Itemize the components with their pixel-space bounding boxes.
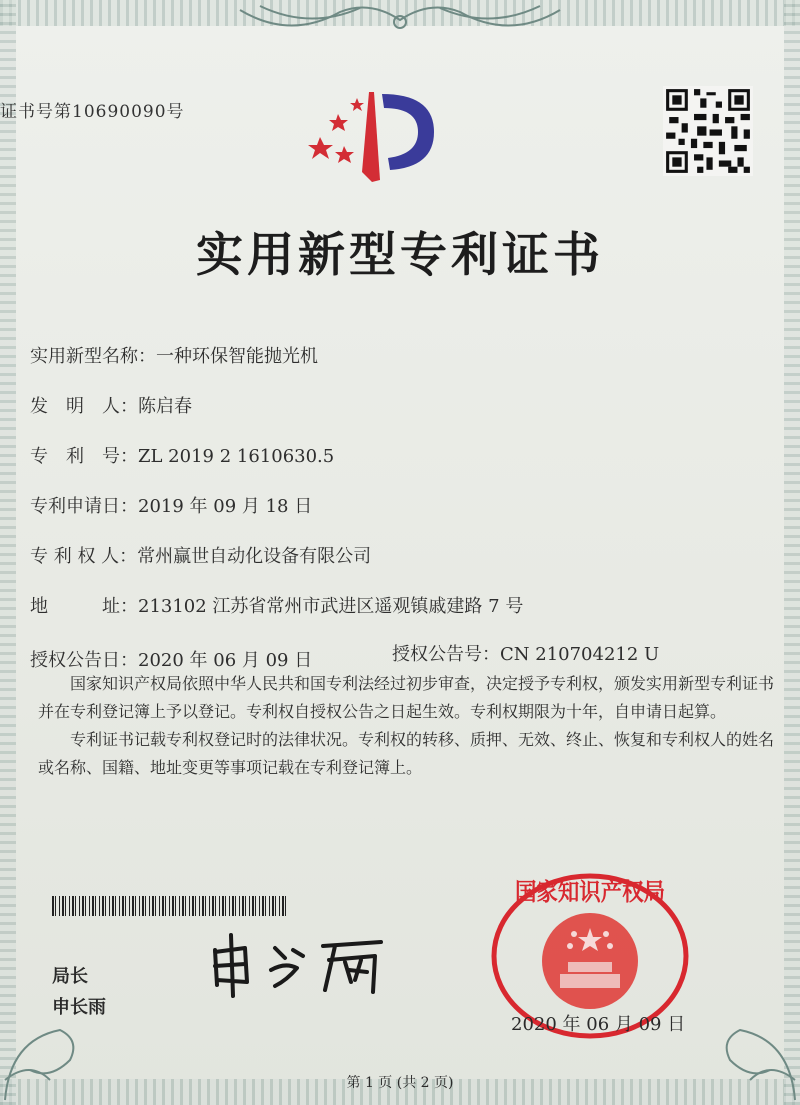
body-paragraph-1: 国家知识产权局依照中华人民共和国专利法经过初步审查，决定授予专利权，颁发实用新型专利证书并在专利登记簿上予以登记。专利权自授权公告之日起生效。专利权期限为十年，自申请日起算。 bbox=[38, 674, 775, 721]
grant-number-label: 授权公告号： bbox=[392, 644, 500, 665]
barcode-icon bbox=[52, 896, 288, 916]
top-ornament-icon bbox=[230, 0, 570, 40]
filing-date-value: 2019 年 09 月 18 日 bbox=[138, 496, 313, 517]
grant-date-label: 授权公告日： bbox=[30, 650, 138, 671]
patent-number-label: 专 利 号： bbox=[30, 446, 138, 467]
patent-office-logo-icon bbox=[302, 82, 452, 192]
inventor-label: 发 明 人： bbox=[30, 396, 138, 417]
grant-date-value: 2020 年 06 月 09 日 bbox=[138, 650, 313, 671]
director-title: 局长 bbox=[52, 966, 88, 987]
filing-date-field bbox=[30, 492, 312, 518]
inventor-value: 陈启春 bbox=[138, 396, 192, 417]
filing-date-label: 专利申请日： bbox=[30, 496, 138, 517]
right-guilloche-border bbox=[784, 0, 800, 1105]
left-guilloche-border bbox=[0, 0, 16, 1105]
director-signature-icon bbox=[205, 930, 405, 1000]
utility-model-name-value: 一种环保智能抛光机 bbox=[156, 346, 318, 367]
body-paragraph-2: 专利证书记载专利权登记时的法律状况。专利权的转移、质押、无效、终止、恢复和专利权人的姓名或名称、国籍、地址变更等事项记载在专利登记簿上。 bbox=[38, 730, 775, 777]
patent-number-field bbox=[30, 442, 334, 468]
grant-number-field bbox=[392, 640, 659, 666]
qr-code-icon bbox=[662, 86, 754, 176]
patentee-field bbox=[30, 542, 371, 568]
inventor-field bbox=[30, 392, 192, 418]
seal-text: 国家知识产权局 bbox=[515, 878, 665, 906]
patent-number-value: ZL 2019 2 1610630.5 bbox=[138, 446, 335, 467]
address-label: 地 址： bbox=[30, 596, 138, 617]
patentee-label: 专 利 权 人： bbox=[30, 546, 138, 567]
grant-date-field bbox=[30, 646, 312, 672]
issue-date: 2020 年 06 月 09 日 bbox=[511, 1014, 686, 1035]
utility-model-name-field bbox=[30, 342, 318, 368]
utility-model-name-label: 实用新型名称： bbox=[30, 346, 156, 367]
certificate-number: 证书号第10690090号 bbox=[0, 102, 185, 122]
certificate-body bbox=[38, 670, 778, 782]
address-value: 213102 江苏省常州市武进区遥观镇戚建路 7 号 bbox=[138, 596, 524, 617]
director-name: 申长雨 bbox=[52, 997, 106, 1018]
certificate-title: 实用新型专利证书 bbox=[196, 228, 604, 283]
address-field bbox=[30, 592, 523, 618]
page-number: 第 1 页 (共 2 页) bbox=[346, 1075, 454, 1091]
grant-number-value: CN 210704212 U bbox=[500, 644, 660, 665]
patentee-value: 常州赢世自动化设备有限公司 bbox=[137, 546, 372, 567]
